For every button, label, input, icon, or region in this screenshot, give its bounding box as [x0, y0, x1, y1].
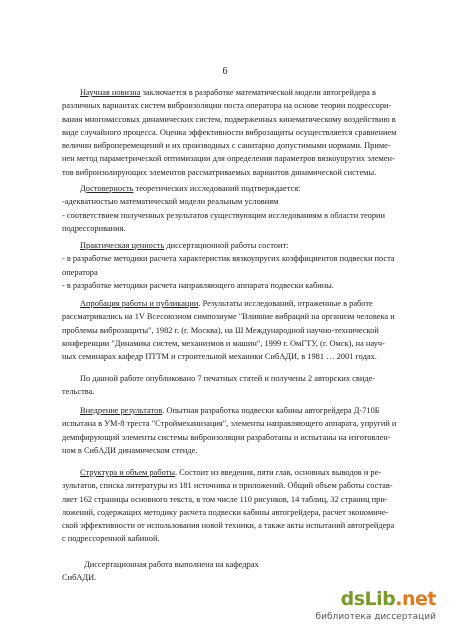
text-segment: тельства. [62, 387, 95, 397]
section-heading: Внедрение результатов [80, 406, 163, 415]
paragraph-structure [62, 466, 427, 546]
text-segment: испытана в УМ-8 треста "Строймеханизация", элементы направляющего аппарата, упругий и [62, 419, 397, 429]
text-segment: с подрессоренной кабиной. [62, 534, 160, 544]
text-line [62, 252, 427, 265]
text-segment: По данной работе опубликовано 7 печатных статей и получены 2 авторских свиде- [80, 374, 376, 383]
watermark-subtitle: библиотека диссертаций [315, 612, 436, 622]
text-line [62, 431, 427, 444]
paragraph-practical-value [62, 239, 427, 292]
text-segment: Диссертационная работа выполнена на кафедрах [84, 560, 259, 569]
paragraph-approbation [62, 297, 427, 363]
text-line [62, 372, 427, 385]
text-segment: ном в СибАДИ динамическом стенде. [62, 445, 198, 455]
text-segment: . Результаты исследований, отраженные в работе [198, 299, 373, 308]
text-line [62, 417, 427, 430]
text-segment: нен метод параметрической оптимизации для определения параметров вязкоупругих элемен- [62, 154, 395, 164]
text-line [62, 195, 427, 208]
text-line [62, 126, 427, 139]
text-segment: конференции "Динамика систем, механизмов и машин", 1999 г. ОмГТУ, (г. Омск), на науч- [62, 338, 385, 348]
paragraph-implementation [62, 404, 427, 457]
text-line [62, 324, 427, 337]
text-segment: -адекватностью математической модели реальным условиям [62, 197, 279, 207]
text-line [62, 222, 427, 235]
text-segment: вания многомассовых динамических систем, подверженных кинематическому воздействию в [62, 114, 396, 124]
text-line [62, 209, 427, 222]
text-segment: СибАДИ. [62, 573, 97, 583]
text-segment: подрессоривания. [62, 223, 126, 233]
text-segment: ляет 162 страницы основного текста, в том числе 110 рисунков, 14 таблиц, 32 страниц при- [62, 494, 388, 504]
text-line [62, 519, 427, 532]
text-line [62, 182, 427, 195]
text-line [62, 99, 427, 112]
text-segment: - в разработке методики расчета характеристик вязкоупругих коэффициентов подвески поста [62, 254, 395, 264]
text-segment: диссертационной работы состоит: [164, 241, 289, 250]
text-line [62, 139, 427, 152]
text-line [62, 404, 427, 417]
text-segment: теоретических исследований подтверждается: [133, 184, 301, 193]
text-segment: . Опытная разработка подвески кабины автогрейдера Д-710Б [162, 406, 380, 415]
text-segment: ской эффективности от использования новой техники, а также акты испытаний автогрейдера [62, 521, 395, 531]
text-segment: виде случайного процесса. Оценка эффективности виброзащиты осуществляется сравнением [62, 127, 397, 137]
text-line [62, 571, 427, 584]
text-line [62, 113, 427, 126]
text-segment: . Состоит из введения, пяти глав, основных выводов и ре- [174, 468, 382, 477]
text-line [62, 310, 427, 323]
text-segment: - соответствием полученных результатов существующим исследованиям в области теории [62, 210, 386, 220]
text-line [62, 466, 427, 479]
section-heading: Достоверность [80, 184, 134, 193]
text-line [62, 337, 427, 350]
text-line [62, 86, 427, 99]
watermark-brand: dsLib.net [340, 588, 436, 610]
text-segment: ложений, содержащих методику расчета подвески кабины автогрейдера, расчет экономиче- [62, 507, 389, 517]
text-segment: величин виброперемещений и их производных с санитарно допустимыми нормами. Приме- [62, 141, 391, 151]
text-line [62, 385, 427, 398]
text-segment: проблемы виброзащиты", 1982 г. (г. Москва), на Ш Международной научно-технической [62, 325, 379, 335]
text-line [62, 444, 427, 457]
paragraph-reliability [62, 182, 427, 235]
text-line [62, 279, 427, 292]
text-segment: ных семинарах кафедр ПТТМ и строительной механики СибАДИ, в 1981 … 2001 годах. [62, 352, 377, 362]
text-line [62, 479, 427, 492]
text-segment: - в разработке методики расчета направляющего аппарата подвески кабины. [62, 280, 334, 290]
page-number: 6 [222, 66, 228, 77]
section-heading: Структура и объем работы [80, 468, 175, 477]
text-line [62, 239, 427, 252]
text-segment: различных вариантах систем виброизоляции поста оператора на основе теории подрессори- [62, 101, 392, 111]
section-heading: Научная новизна [80, 88, 141, 97]
text-segment: оператора [62, 267, 98, 277]
text-segment: зультатов, списка литературы из 181 источника и приложений. Общий объем работы состав- [62, 481, 393, 491]
text-line [62, 558, 427, 571]
text-line [62, 266, 427, 279]
text-line [62, 297, 427, 310]
text-line [62, 506, 427, 519]
text-segment: заключается в разработке математической модели автогрейдера в [140, 88, 376, 97]
text-line [62, 350, 427, 363]
paragraph-novelty [62, 86, 427, 179]
section-heading: Апробация работы и публикации [80, 299, 199, 308]
text-line [62, 166, 427, 179]
text-line [62, 493, 427, 506]
text-line [62, 152, 427, 165]
paragraph-institution [62, 558, 427, 585]
text-segment: рассматривались на 1V Всесоюзном симпозиуме "Влияние вибраций на организм человека и [62, 312, 395, 322]
paragraph-publications [62, 372, 427, 399]
text-line [62, 532, 427, 545]
watermark-logo [315, 588, 438, 628]
section-heading: Практическая ценность [80, 241, 165, 250]
text-segment: демпфирующий элементы системы виброизоляции разработаны и испытаны на изготовлен- [62, 432, 391, 442]
text-segment: тов виброизолирующих элементов рассматриваемых вариантов динамической системы. [62, 167, 377, 177]
